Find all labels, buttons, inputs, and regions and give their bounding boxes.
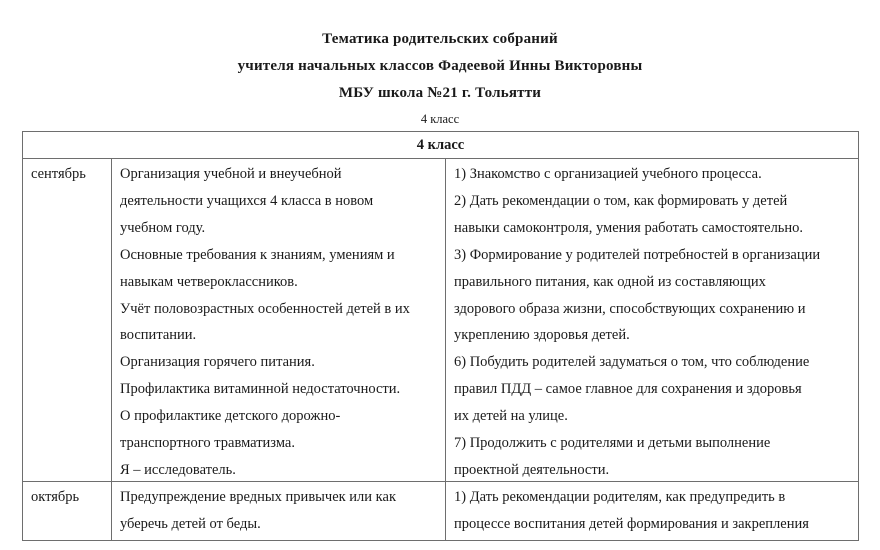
document-header — [0, 26, 880, 130]
topics-table — [22, 131, 859, 541]
doc-title-line-3: МБУ школа №21 г. Тольятти — [338, 85, 542, 101]
text-line: учебном году. — [120, 219, 206, 236]
text-line: навыки самоконтроля, умения работать самостоятельно. — [454, 219, 804, 236]
text-line: правил ПДД – самое главное для сохранения и здоровья — [454, 381, 802, 398]
text-line: деятельности учащихся 4 класса в новом — [120, 192, 374, 209]
text-line: правильного питания, как одной из составляющих — [454, 273, 766, 290]
text-line: Учёт половозрастных особенностей детей в их — [120, 300, 410, 317]
month-cell: сентябрь — [23, 159, 112, 481]
text-line: их детей на улице. — [454, 408, 568, 425]
text-line: О профилактике детского дорожно- — [120, 408, 341, 425]
text-line: Организация учебной и внеучебной — [120, 166, 342, 182]
table-header-row — [23, 132, 858, 159]
goals-cell — [446, 482, 858, 540]
text-line: 2) Дать рекомендации о том, как формировать у детей — [454, 192, 788, 209]
text-line: проектной деятельности. — [454, 461, 610, 478]
text-line: Профилактика витаминной недостаточности. — [120, 381, 401, 398]
text-line: Предупреждение вредных привычек или как — [120, 489, 396, 505]
table-row-september — [23, 159, 858, 482]
text-line: здорового образа жизни, способствующих сохранению и — [454, 300, 806, 317]
text-line: Я – исследователь. — [120, 461, 236, 478]
text-line: воспитании. — [120, 327, 197, 344]
goals-cell — [446, 159, 858, 481]
text-line: Организация горячего питания. — [120, 354, 315, 371]
text-line: 1) Знакомство с организацией учебного процесса. — [454, 166, 762, 182]
text-line: транспортного травматизма. — [120, 435, 295, 452]
text-line: 7) Продолжить с родителями и детьми выполнение — [454, 435, 771, 452]
text-line: Основные требования к знаниям, умениям и — [120, 246, 395, 263]
table-row-october — [23, 482, 858, 540]
topic-cell — [112, 159, 446, 481]
doc-title-line-1: Тематика родительских собраний — [322, 31, 558, 47]
text-line: процессе воспитания детей формирования и закрепления — [454, 515, 809, 532]
text-line: навыкам четвероклассников. — [120, 273, 298, 290]
text-line: 3) Формирование у родителей потребностей в организации — [454, 246, 821, 263]
text-line: 1) Дать рекомендации родителям, как предупредить в — [454, 489, 786, 505]
doc-title-line-2: учителя начальных классов Фадеевой Инны Викторовны — [237, 58, 643, 74]
text-line: уберечь детей от беды. — [120, 515, 261, 532]
text-line: 6) Побудить родителей задуматься о том, что соблюдение — [454, 354, 810, 371]
doc-subtitle: 4 класс — [420, 112, 460, 126]
month-cell: октябрь — [23, 482, 112, 540]
table-header-title: 4 класс — [416, 137, 465, 153]
topic-cell — [112, 482, 446, 540]
text-line: укреплению здоровья детей. — [454, 327, 630, 344]
